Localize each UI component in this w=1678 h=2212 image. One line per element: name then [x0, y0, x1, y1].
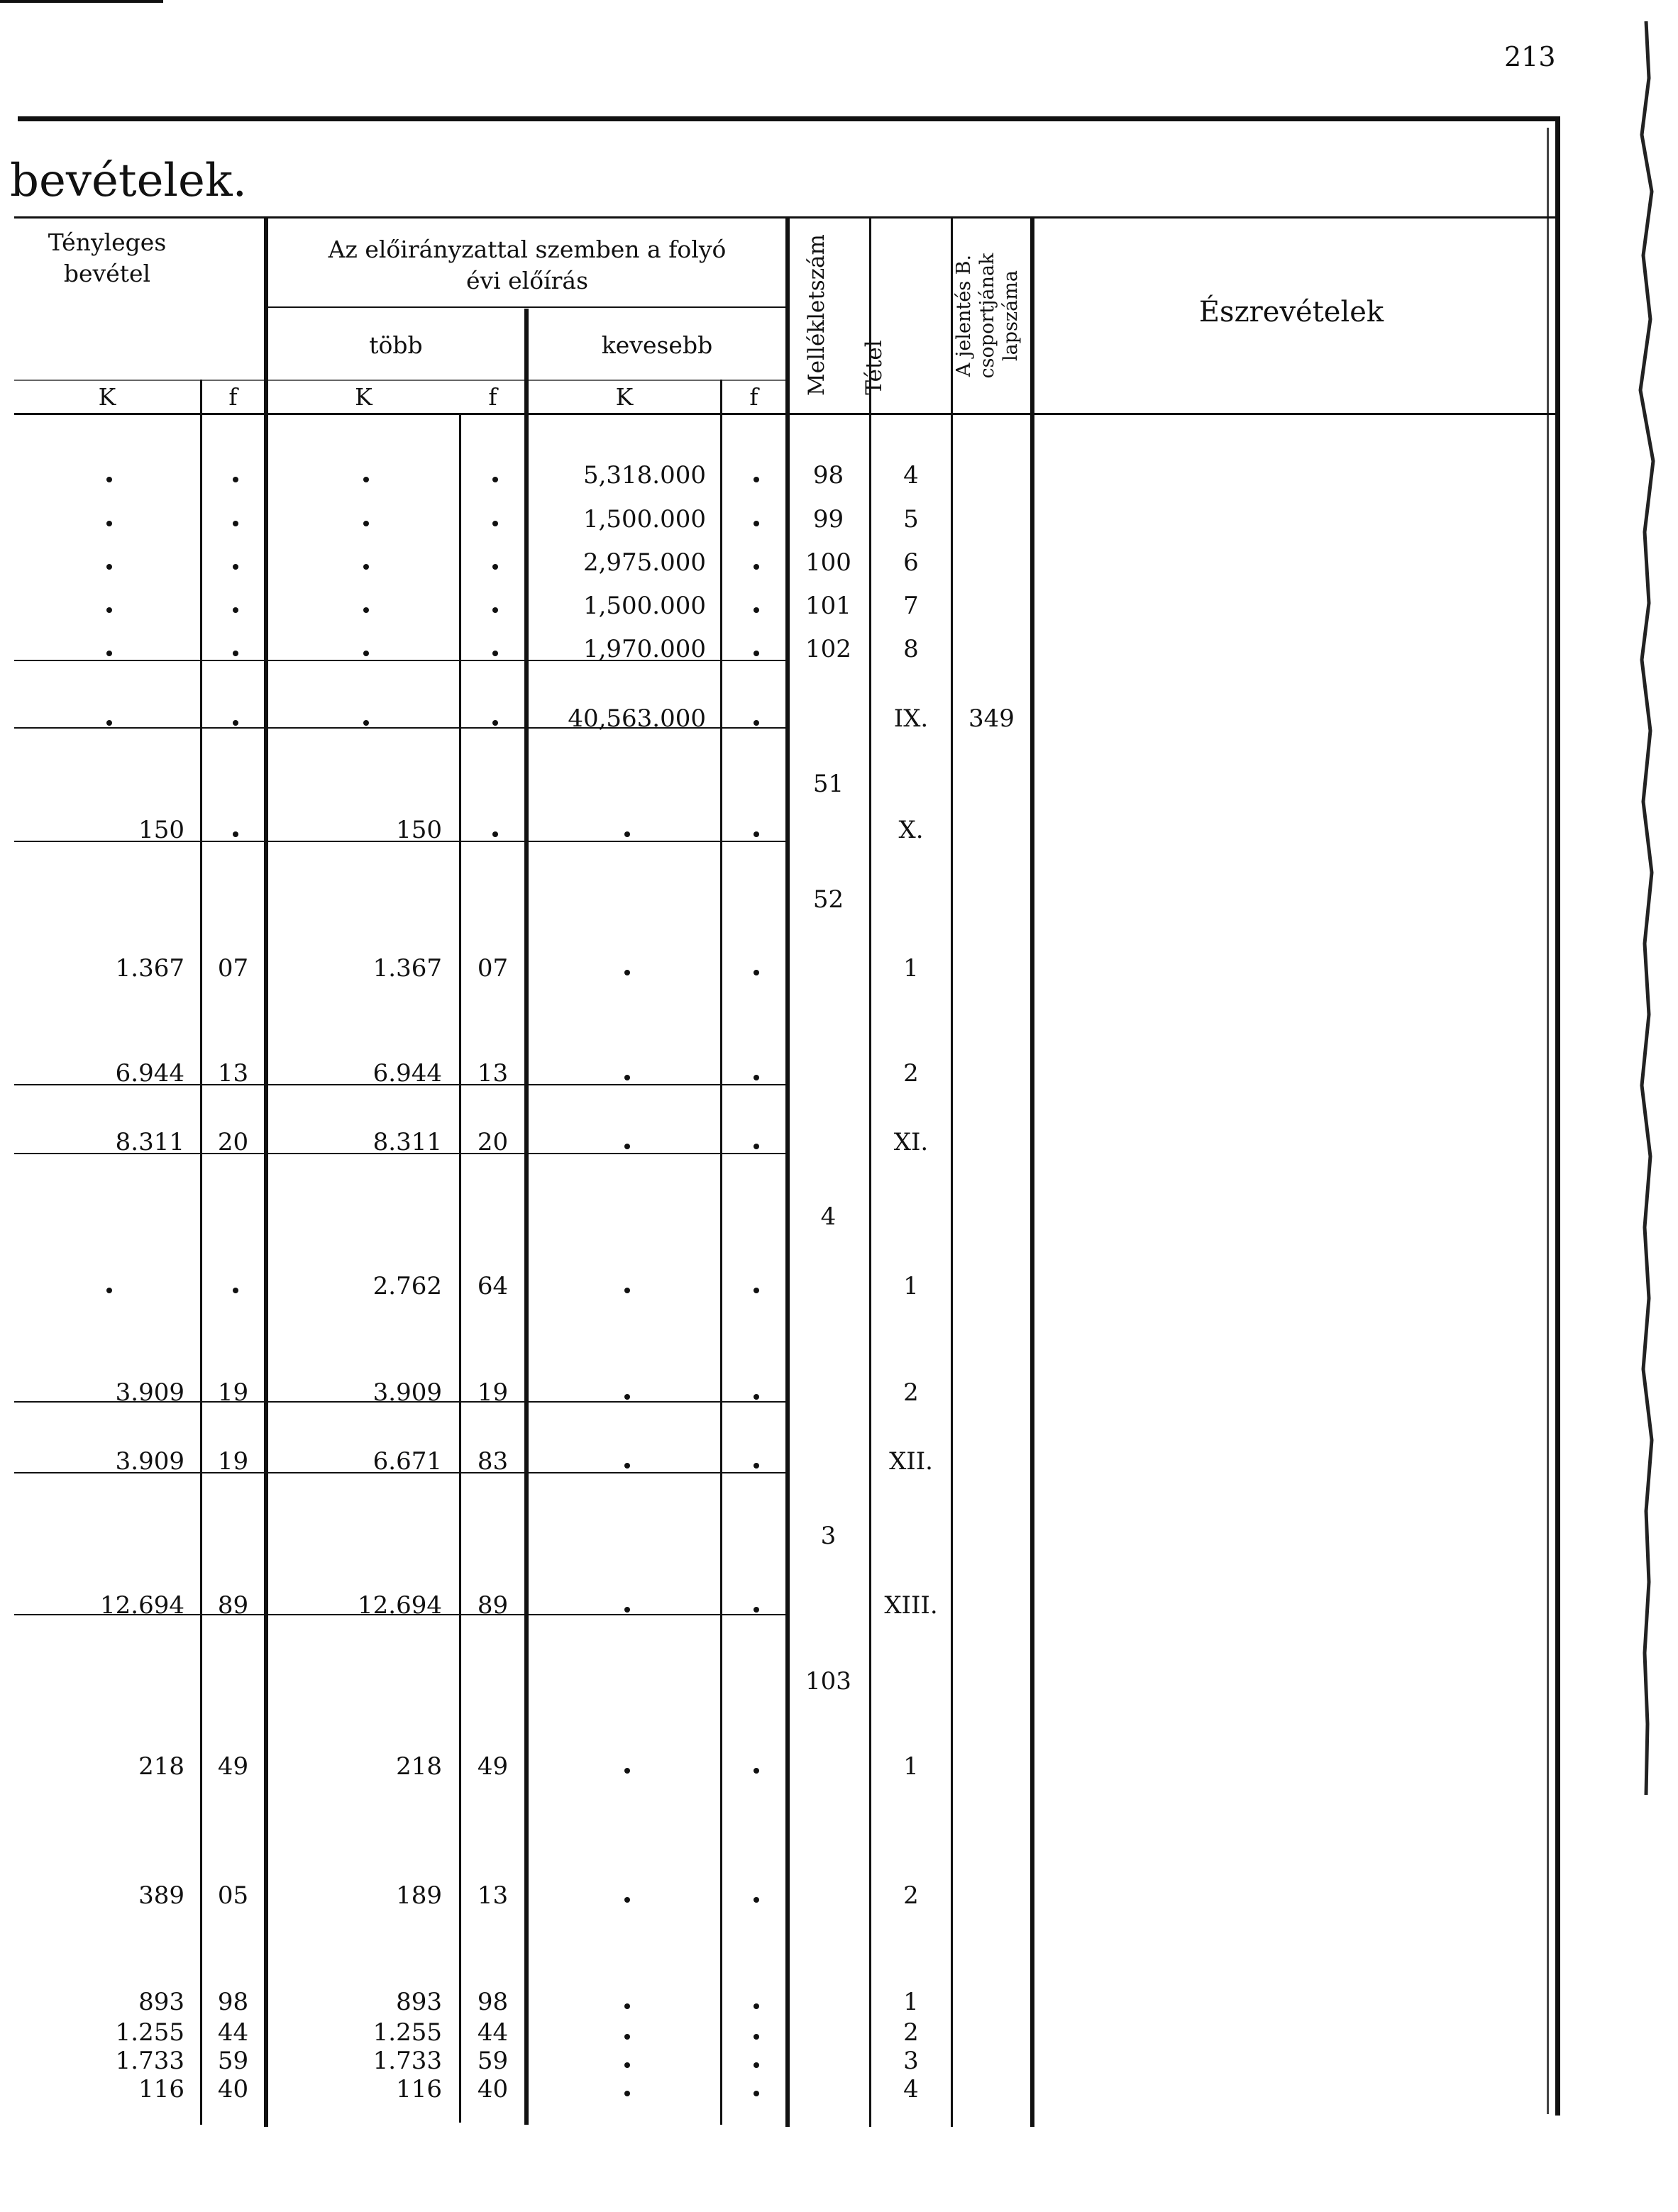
placeholder-dot [754, 2062, 759, 2068]
cell-bk: 1.367 [372, 954, 442, 983]
col-divider [459, 413, 461, 2123]
placeholder-dot [492, 564, 498, 570]
placeholder-dot [754, 1394, 759, 1400]
placeholder-dot [106, 607, 112, 613]
cell-tk: 3.909 [115, 1378, 184, 1407]
col-divider [200, 380, 202, 2125]
cell-tf: 59 [217, 2047, 249, 2075]
placeholder-dot [754, 564, 759, 570]
placeholder-dot [624, 2003, 630, 2009]
placeholder-dot [754, 651, 759, 656]
placeholder-dot [106, 1288, 112, 1293]
placeholder-dot [233, 521, 238, 526]
placeholder-dot [754, 1897, 759, 1903]
cell-tk: 218 [138, 1752, 184, 1781]
header-unit-f: f [749, 383, 758, 411]
placeholder-dot [754, 521, 759, 526]
cell-mell: 51 [812, 770, 844, 798]
placeholder-dot [363, 651, 369, 656]
header-mellekletszam: Mellékletszám [804, 234, 829, 396]
cell-tk: 3.909 [115, 1447, 184, 1476]
cell-tetel: 1 [903, 1272, 919, 1300]
cell-bk: 1.255 [372, 2018, 442, 2047]
cell-bk: 3.909 [372, 1378, 442, 1407]
cell-bf: 40 [477, 2075, 509, 2103]
cell-tf: 40 [217, 2075, 249, 2103]
cell-bf: 44 [477, 2018, 509, 2047]
cell-bf: 89 [477, 1591, 509, 1620]
placeholder-dot [106, 477, 112, 482]
cell-mell: 4 [820, 1202, 837, 1231]
placeholder-dot [624, 970, 630, 975]
cell-tf: 98 [217, 1988, 249, 2016]
title-rule [14, 216, 1555, 219]
header-eloiranyzat: Az előirányzattal szemben a folyó évi előírás [328, 236, 727, 294]
cell-bk: 6.671 [372, 1447, 442, 1476]
cell-bf: 13 [477, 1881, 509, 1910]
cell-bk: 1.733 [372, 2047, 442, 2075]
placeholder-dot [754, 970, 759, 975]
placeholder-dot [492, 720, 498, 726]
header-unit-k: K [615, 383, 634, 411]
placeholder-dot [624, 1768, 630, 1774]
placeholder-dot [492, 607, 498, 613]
cell-tf: 07 [217, 954, 249, 983]
placeholder-dot [106, 651, 112, 656]
cell-tetel: 4 [903, 2075, 919, 2103]
placeholder-dot [754, 1607, 759, 1613]
placeholder-dot [624, 2034, 630, 2040]
placeholder-dot [624, 1897, 630, 1903]
placeholder-dot [624, 1394, 630, 1400]
cell-bk: 8.311 [372, 1128, 442, 1156]
placeholder-dot [754, 2091, 759, 2096]
cell-bk: 12.694 [358, 1591, 442, 1620]
cell-tf: 13 [217, 1059, 249, 1088]
placeholder-dot [233, 1288, 238, 1293]
header-kevesebb: kevesebb [601, 331, 713, 359]
placeholder-dot [363, 564, 369, 570]
placeholder-dot [754, 607, 759, 613]
cell-bf: 98 [477, 1988, 509, 2016]
cell-bk: 150 [396, 816, 442, 844]
cell-mell: 52 [812, 885, 844, 914]
cell-tetel: 2 [903, 1378, 919, 1407]
placeholder-dot [624, 1607, 630, 1613]
cell-tetel: 3 [903, 2047, 919, 2075]
placeholder-dot [233, 720, 238, 726]
cell-bf: 07 [477, 954, 509, 983]
col-divider [264, 219, 268, 2127]
placeholder-dot [624, 2091, 630, 2096]
cell-kk: 1,500.000 [583, 505, 706, 533]
header-bottom-rule [14, 413, 1555, 415]
cell-tk: 6.944 [115, 1059, 184, 1088]
cell-tk: 893 [138, 1988, 184, 2016]
placeholder-dot [754, 1144, 759, 1149]
placeholder-dot [233, 477, 238, 482]
cell-tf: 19 [217, 1447, 249, 1476]
cell-bk: 189 [396, 1881, 442, 1910]
placeholder-dot [754, 2003, 759, 2009]
cell-tk: 389 [138, 1881, 184, 1910]
placeholder-dot [106, 720, 112, 726]
cell-mell: 98 [812, 461, 844, 490]
cell-tf: 20 [217, 1128, 249, 1156]
cell-bk: 218 [396, 1752, 442, 1781]
cell-kk: 1,500.000 [583, 592, 706, 620]
cell-tetel: 1 [903, 954, 919, 983]
cell-tk: 116 [138, 2075, 184, 2103]
placeholder-dot [363, 477, 369, 482]
placeholder-dot [754, 831, 759, 837]
cell-tetel: IX. [893, 704, 929, 733]
cell-bk: 893 [396, 1988, 442, 2016]
table-top-border [18, 116, 1555, 121]
cell-tetel: 7 [903, 592, 919, 620]
placeholder-dot [754, 477, 759, 482]
cell-bk: 116 [396, 2075, 442, 2103]
cell-tf: 44 [217, 2018, 249, 2047]
placeholder-dot [754, 2034, 759, 2040]
cell-tetel: X. [898, 816, 924, 844]
unit-row-rule [14, 380, 788, 381]
cell-tetel: XII. [889, 1447, 933, 1476]
placeholder-dot [492, 651, 498, 656]
cell-mell: 102 [805, 635, 851, 663]
cell-bf: 59 [477, 2047, 509, 2075]
placeholder-dot [106, 564, 112, 570]
cell-mell: 101 [805, 592, 851, 620]
cell-bk: 6.944 [372, 1059, 442, 1088]
header-unit-k: K [98, 383, 116, 411]
col-divider [951, 219, 953, 2127]
cell-bf: 64 [477, 1272, 509, 1300]
cell-tetel: 8 [903, 635, 919, 663]
cell-kk: 1,970.000 [583, 635, 706, 663]
table-right-border [1555, 116, 1560, 2116]
header-unit-f: f [488, 383, 497, 411]
cell-tk: 150 [138, 816, 184, 844]
placeholder-dot [233, 607, 238, 613]
placeholder-dot [492, 831, 498, 837]
cell-tk: 1.367 [115, 954, 184, 983]
cell-bf: 20 [477, 1128, 509, 1156]
cell-mell: 99 [812, 505, 844, 533]
table-right-inner-border [1547, 128, 1549, 2114]
placeholder-dot [754, 1463, 759, 1469]
header-eszrevetelek: Észrevételek [1198, 296, 1384, 328]
cell-tetel: 2 [903, 2018, 919, 2047]
page-title: bevételek. [10, 155, 247, 207]
col-divider [720, 380, 722, 2125]
cell-tetel: 2 [903, 1881, 919, 1910]
cell-bf: 49 [477, 1752, 509, 1781]
placeholder-dot [106, 521, 112, 526]
cell-kk: 5,318.000 [583, 461, 706, 490]
cell-tetel: 5 [903, 505, 919, 533]
placeholder-dot [754, 720, 759, 726]
col-divider [1030, 219, 1034, 2127]
cell-tf: 89 [217, 1591, 249, 1620]
cell-bf: 13 [477, 1059, 509, 1088]
cell-tetel: XIII. [884, 1591, 938, 1620]
cell-tf: 05 [217, 1881, 249, 1910]
cell-mell: 100 [805, 548, 851, 577]
cell-lap: 349 [968, 704, 1015, 733]
cell-tk: 8.311 [115, 1128, 184, 1156]
cell-mell: 103 [805, 1667, 851, 1696]
placeholder-dot [233, 831, 238, 837]
scan-edge-artifact [1632, 21, 1660, 2150]
cell-kk: 2,975.000 [583, 548, 706, 577]
placeholder-dot [233, 651, 238, 656]
cell-tetel: 2 [903, 1059, 919, 1088]
placeholder-dot [363, 720, 369, 726]
header-jelentes-lapszama: A jelentés B. csoportjának lapszáma [953, 253, 1022, 379]
cell-bf: 83 [477, 1447, 509, 1476]
placeholder-dot [233, 564, 238, 570]
placeholder-dot [492, 477, 498, 482]
cell-tetel: 6 [903, 548, 919, 577]
subheader-rule [266, 306, 788, 308]
cell-tf: 49 [217, 1752, 249, 1781]
cell-tk: 1.255 [115, 2018, 184, 2047]
cell-tetel: 1 [903, 1988, 919, 2016]
placeholder-dot [624, 1288, 630, 1293]
cell-bk: 2.762 [372, 1272, 442, 1300]
cell-tetel: 1 [903, 1752, 919, 1781]
cell-tf: 19 [217, 1378, 249, 1407]
placeholder-dot [624, 1144, 630, 1149]
header-tenyleges: Tényleges bevétel [48, 228, 167, 287]
cell-tetel: XI. [893, 1128, 929, 1156]
cell-bf: 19 [477, 1378, 509, 1407]
cell-tk: 1.733 [115, 2047, 184, 2075]
cell-kk: 40,563.000 [568, 704, 706, 733]
cell-mell: 3 [820, 1522, 837, 1550]
placeholder-dot [754, 1288, 759, 1293]
cell-tetel: 4 [903, 461, 919, 490]
placeholder-dot [624, 1463, 630, 1469]
col-divider [524, 309, 529, 2125]
page-number: 213 [1504, 41, 1556, 72]
header-tobb: több [369, 331, 423, 359]
placeholder-dot [363, 607, 369, 613]
placeholder-dot [624, 1075, 630, 1080]
placeholder-dot [624, 831, 630, 837]
placeholder-dot [624, 2062, 630, 2068]
cell-tk: 12.694 [100, 1591, 184, 1620]
placeholder-dot [754, 1075, 759, 1080]
placeholder-dot [492, 521, 498, 526]
placeholder-dot [754, 1768, 759, 1774]
header-unit-f: f [228, 383, 238, 411]
placeholder-dot [363, 521, 369, 526]
header-unit-k: K [355, 383, 372, 411]
header-tetel: Tétel [861, 340, 887, 395]
top-rule [0, 0, 163, 3]
